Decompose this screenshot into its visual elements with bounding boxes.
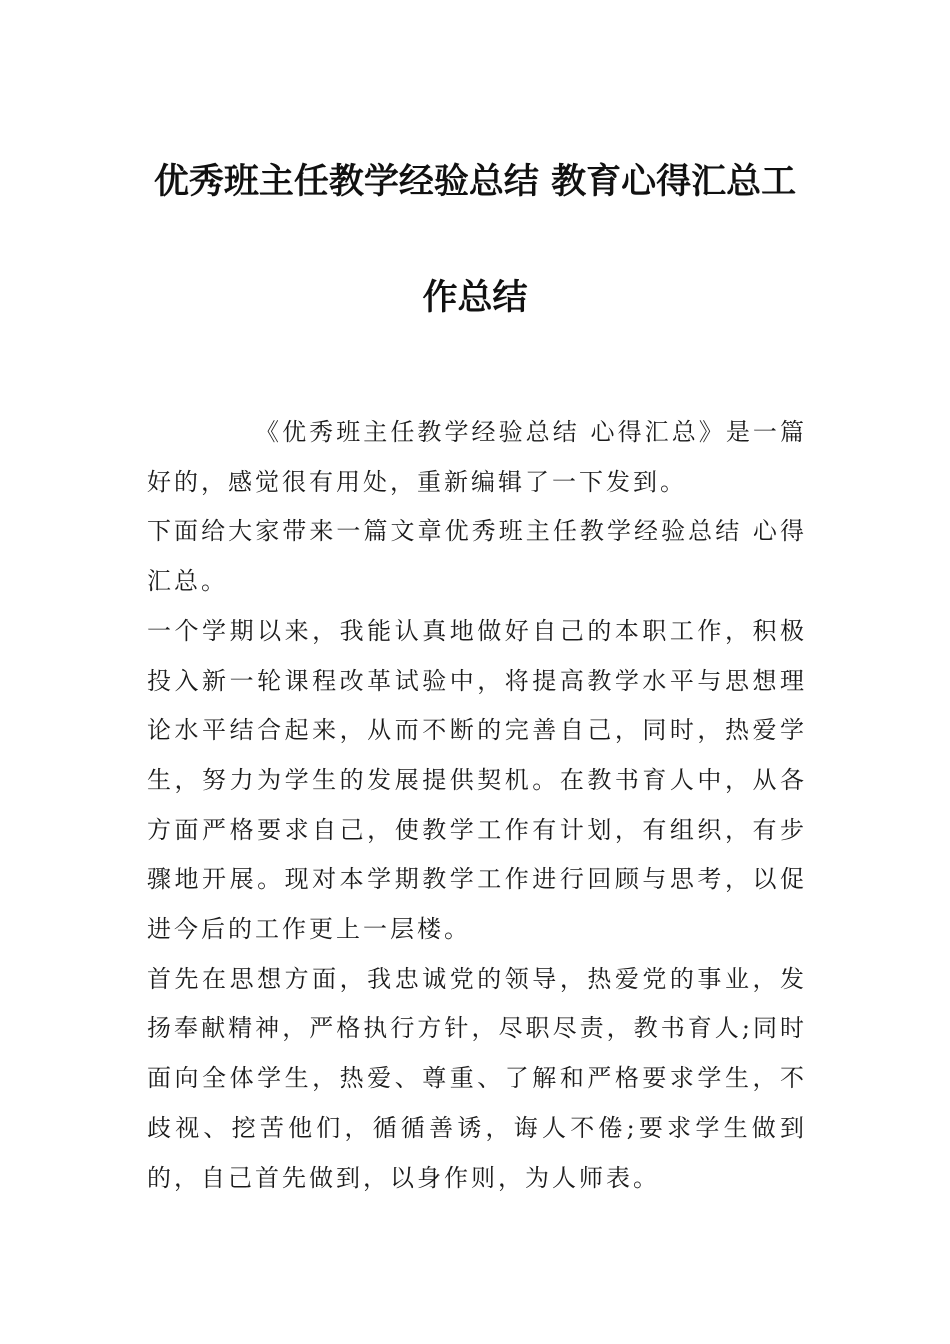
paragraph-lead: 下面给大家带来一篇文章优秀班主任教学经验总结 心得汇总。 xyxy=(147,517,807,596)
document-title-line-1: 优秀班主任教学经验总结 教育心得汇总工 xyxy=(153,162,797,202)
paragraph-intro: 《优秀班主任教学经验总结 心得汇总》是一篇好的，感觉很有用处，重新编辑了一下发到。 xyxy=(147,418,807,496)
paragraph-semester-review: 一个学期以来，我能认真地做好自己的本职工作，积极投入新一轮课程改革试验中，将提高教学水平与思想理论水平结合起来，从而不断的完善自己，同时，热爱学生，努力为学生的发展提供契机。在教书育人中，从各方面严格要求自己，使教学工作有计划，有组织，有步骤地开展。现对本学期教学工作进行回顾与思考，以促进今后的工作更上一层楼。 xyxy=(147,616,807,944)
document-body xyxy=(147,408,807,1203)
document-title-line-2: 作总结 xyxy=(422,278,528,318)
paragraph-ideology: 首先在思想方面，我忠诚党的领导，热爱党的事业，发扬奉献精神，严格执行方针，尽职尽责，教书育人;同时面向全体学生，热爱、尊重、了解和严格要求学生，不歧视、挖苦他们，循循善诱，诲人不倦;要求学生做到的，自己首先做到，以身作则，为人师表。 xyxy=(147,964,807,1192)
